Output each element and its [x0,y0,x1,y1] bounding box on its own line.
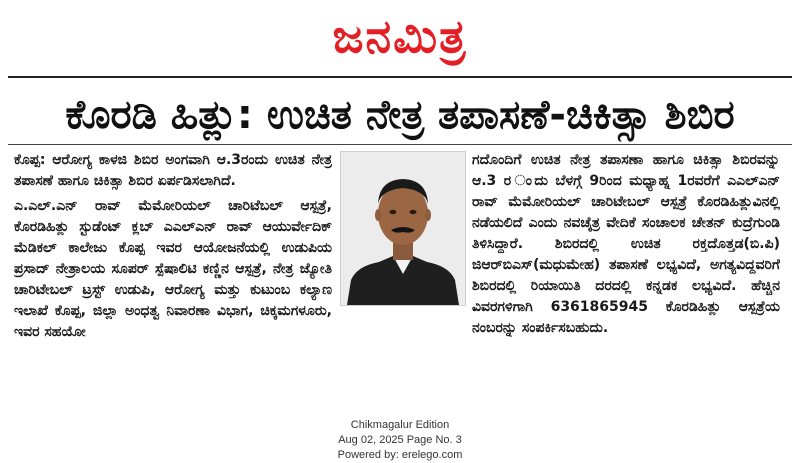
article-paragraph: ಕೊಪ್ಪ: ಆರೋಗ್ಯ ಕಾಳಜಿ ಶಿಬಿರ ಅಂಗವಾಗಿ ಆ.3ರಂದು ಉಚಿತ ನೇತ್ರ ತಪಾಸಣೆ ಹಾಗೂ ಚಿಕಿತ್ಸಾ ಶಿಬಿರ ಏರ್ಪಡಿಸಲಾಗಿದೆ. [14,152,332,189]
article-headline: ಕೊರಡಿ ಹಿತ್ಲು: ಉಚಿತ ನೇತ್ರ ತಪಾಸಣೆ-ಚಿಕಿತ್ಸಾ ಶಿಬಿರ [65,92,735,138]
footer-powered-by: Powered by: erelego.com [337,449,463,461]
article-text: ಗದೊಂದಿಗೆ ಉಚಿತ ನೇತ್ರ ತಪಾಸಣಾ ಹಾಗೂ ಚಿಕಿತ್ಸಾ ಶಿಬಿರವನ್ನು ಆ.3 ರ ಂದು ಬೆಳಗ್ಗೆ 9ರಿಂದ ಮಧ್ಯಾಹ್ನ 1ರವರೆಗೆ ಎಎಲ್ಎನ್ ರಾವ್ ಮೆಮೋರಿಯಲ್ ಚಾರಿಟೇಬಲ್ ಆಸ್ಪತ್ರೆ ಕೊರಡಿಹಿತ್ಲುವಿನಲ್ಲಿ ನಡೆಯಲಿದೆ ಎಂದು ನವಚೈತ್ರ ವೇದಿಕೆ ಸಂಚಾಲಕ ಚೇತನ್ ಕುದ್ರೆಗುಂಡಿ ತಿಳಿಸಿದ್ದಾರೆ. ಶಿಬಿರದಲ್ಲಿ ಉಚಿತ ರಕ್ತದೊತ್ತಡ(ಬಿ.ಪಿ) ಜಿಆರ್‌ಬಿಎಸ್(ಮಧುಮೇಹ) ತಪಾಸಣೆ ಲಭ್ಯವಿದೆ, ಅಗತ್ಯವಿದ್ದವರಿಗೆ ಶಿಬಿರದಲ್ಲಿ ರಿಯಾಯಿತಿ ದರದಲ್ಲಿ ಕನ್ನಡಕ ಲಭ್ಯವಿದೆ. ಹೆಚ್ಚಿನ ವಿವರಗಳಿಗಾಗಿ [472,152,780,315]
footer-edition: Chikmagalur Edition [350,419,450,431]
article-text: ಕೊರಡಿಹಿತ್ಲು ಆಸ್ಪತ್ರೆಯ ನಂಬರನ್ನು ಸಂಪರ್ಕಿಸಬಹುದು. [472,299,780,336]
masthead-title: ಜನಮಿತ್ರ [332,9,468,63]
article-column-right [472,150,780,412]
masthead-rule [8,76,792,78]
article-paragraph [472,150,780,339]
headline-rule [8,144,792,145]
article-column-left [14,150,332,412]
portrait-photo [340,151,466,306]
article-paragraph: ಎ.ಎಲ್.ಎನ್ ರಾವ್ ಮೆಮೋರಿಯಲ್ ಚಾರಿಟೆಬಲ್ ಆಸ್ಪತ್ರೆ, ಕೊರಡಿಹಿತ್ಲು ಸ್ಟುಡೆಂಟ್ ಕ್ಲಬ್ ಎಎಲ್ಎನ್ ರಾವ್ ಆಯುರ್ವೇದಿಕ್ ಮೆಡಿಕಲ್ ಕಾಲೇಜು ಕೊಪ್ಪ ಇವರ ಆಯೋಜನೆಯಲ್ಲಿ ಉಡುಪಿಯ ಪ್ರಸಾದ್ ನೇತ್ರಾಲಯ ಸೂಪರ್ ಸ್ಪೆಷಾಲಿಟಿ ಕಣ್ಣಿನ ಆಸ್ಪತ್ರೆ, ನೇತ್ರ ಜ್ಯೋತಿ ಚಾರಿಟೇಬಲ್ ಟ್ರಸ್ಟ್ ಉಡುಪಿ, ಆರೋಗ್ಯ ಮತ್ತು ಕುಟುಂಬ ಕಲ್ಯಾಣ ಇಲಾಖೆ ಕೊಪ್ಪ, ಜಿಲ್ಲಾ ಅಂಧತ್ವ ನಿವಾರಣಾ ವಿಭಾಗ, ಚಿಕ್ಕಮಗಳೂರು, ಇವರ ಸಹಯೋ [14,198,332,340]
contact-phone: 6361865945 [550,299,648,315]
footer-date-page: Aug 02, 2025 Page No. 3 [338,434,462,446]
portrait-photo-icon [341,152,465,305]
